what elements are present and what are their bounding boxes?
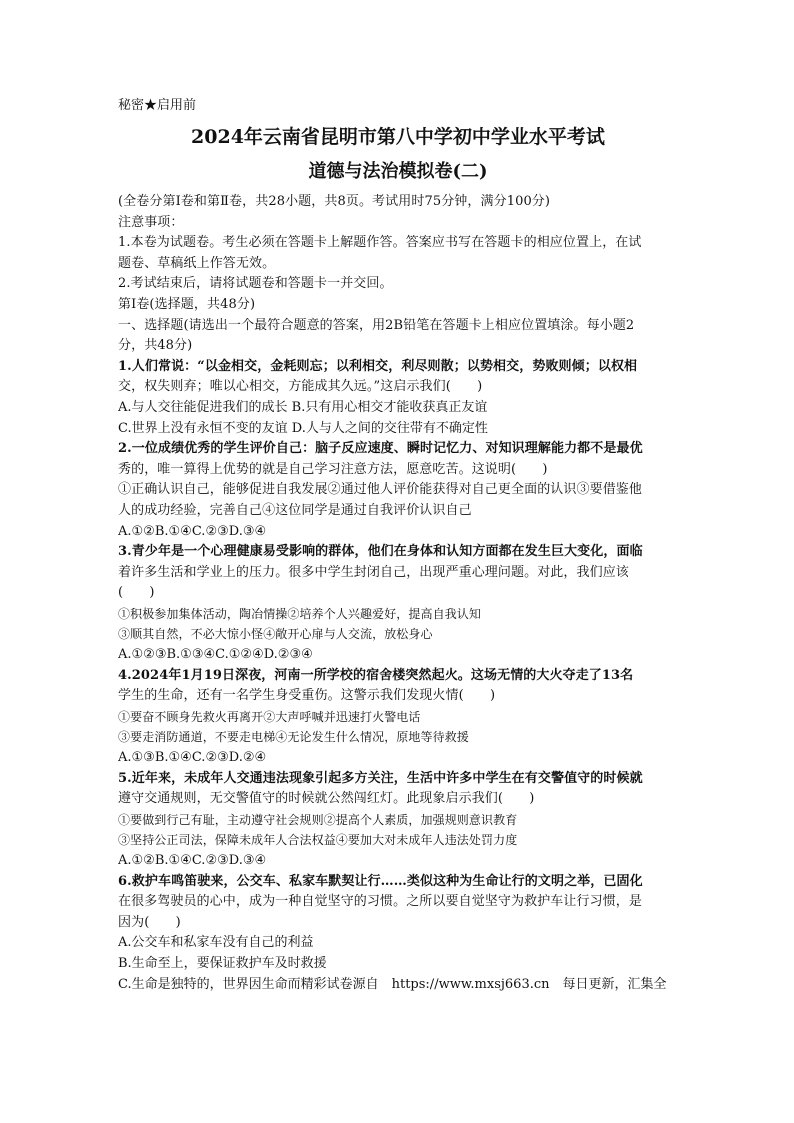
question-6-option-c: C.生命是独特的，世界因生命而精彩试卷源自 https://www.mxsj663.cn 每日更新，汇集全 bbox=[118, 976, 667, 992]
question-5-statements-cont: ③坚持公正司法，保障未成年人合法权益④要加大对未成年人违法处罚力度 bbox=[118, 833, 518, 848]
question-2-statements: ①正确认识自己，能够促进自我发展②通过他人评价能获得对自己更全面的认识③要借鉴他 bbox=[118, 482, 643, 498]
question-3-stem: 3.青少年是一个心理健康易受影响的群体，他们在身体和认知方面都在发生巨大变化，面临 bbox=[118, 544, 643, 560]
question-3-options: A.①②③B.①③④C.①②④D.②③④ bbox=[118, 647, 313, 663]
exam-note: (全卷分第Ⅰ卷和第Ⅱ卷，共28小题，共8页。考试用时75分钟，满分100分) bbox=[118, 194, 551, 209]
section-one-heading-cont: 分，共48分) bbox=[118, 338, 193, 354]
question-1-options-cd: C.世界上没有永恒不变的友谊 D.人与人之间的交往带有不确定性 bbox=[118, 420, 488, 436]
question-6-answer-blank: 因为( ) bbox=[118, 914, 181, 930]
attention-heading: 注意事项： bbox=[118, 214, 184, 230]
question-5-stem-cont: 遵守交通规则，无交警值守的时候就公然闯红灯。此现象启示我们( ) bbox=[118, 791, 535, 807]
question-5-statements: ①要做到行己有耻，主动遵守社会规则②提高个人素质，加强规则意识教育 bbox=[118, 812, 518, 827]
question-5-stem: 5.近年来，未成年人交通违法现象引起多方关注，生活中许多中学生在有交警值守的时候就 bbox=[118, 770, 643, 786]
page-subtitle: 道德与法治模拟卷(二) bbox=[308, 161, 488, 182]
question-3-stem-cont: 着许多生活和学业上的压力。很多中学生封闭自己，出现严重心理问题。对此，我们应该 bbox=[118, 564, 629, 580]
attention-item-1-cont: 题卷、草稿纸上作答无效。 bbox=[118, 255, 276, 271]
section-one-heading: 一、选择题(请选出一个最符合题意的答案，用2B铅笔在答题卡上相应位置填涂。每小题2 bbox=[118, 317, 635, 333]
question-1-stem-cont: 交，权失则弃；唯以心相交，方能成其久远。”这启示我们( ) bbox=[118, 379, 483, 395]
question-4-statements: ①要奋不顾身先救火再离开②大声呼喊并迅速打火警电话 bbox=[118, 709, 421, 724]
question-6-option-a: A.公交车和私家车没有自己的利益 bbox=[118, 935, 314, 951]
question-4-options: A.①③B.①④C.②③D.②④ bbox=[118, 750, 267, 766]
question-3-statements: ①积极参加集体活动，陶冶情操②培养个人兴趣爱好，提高自我认知 bbox=[118, 606, 482, 621]
question-2-options: A.①②B.①④C.②③D.③④ bbox=[118, 523, 267, 539]
question-3-answer-blank: ( ) bbox=[118, 585, 155, 601]
question-2-statements-cont: 人的成功经验，完善自己④这位同学是通过自我评价认识自己 bbox=[118, 502, 472, 518]
page-title: 2024年云南省昆明市第八中学初中学业水平考试 bbox=[191, 126, 605, 148]
question-6-stem-cont: 在很多驾驶员的心中，成为一种自觉坚守的习惯。之所以要自觉坚守为救护车让行习惯，是 bbox=[118, 894, 643, 910]
attention-item-1: 1.本卷为试题卷。考生必须在答题卡上解题作答。答案应书写在答题卡的相应位置上，在试 bbox=[118, 235, 642, 251]
question-4-stem: 4.2024年1月19日深夜，河南一所学校的宿舍楼突然起火。这场无情的大火夺走了13名 bbox=[118, 667, 634, 683]
question-4-stem-cont: 学生的生命，还有一名学生身受重伤。这警示我们发现火情( ) bbox=[118, 688, 496, 704]
exam-page bbox=[118, 96, 678, 995]
question-2-stem-cont: 秀的，唯一算得上优势的就是自己学习注意方法，愿意吃苦。这说明( ) bbox=[118, 461, 548, 477]
question-5-options: A.①②B.①④C.②③D.③④ bbox=[118, 853, 267, 868]
question-3-statements-cont: ③顺其自然，不必大惊小怪④敞开心扉与人交流，放松身心 bbox=[118, 627, 433, 642]
question-6-stem: 6.救护车鸣笛驶来，公交车、私家车默契让行……类似这种为生命让行的文明之举，已固化 bbox=[118, 873, 643, 889]
secret-label: 秘密★启用前 bbox=[118, 98, 197, 113]
attention-item-2: 2.考试结束后，请将试题卷和答题卡一并交回。 bbox=[118, 276, 393, 292]
question-2-stem: 2.一位成绩优秀的学生评价自己：脑子反应速度、瞬时记忆力、对知识理解能力都不是最优 bbox=[118, 441, 643, 457]
question-1-options-ab: A.与人交往能促进我们的成长 B.只有用心相交才能收获真正友谊 bbox=[118, 399, 488, 415]
question-1-stem: 1.人们常说：“以金相交，金耗则忘；以利相交，利尽则散；以势相交，势败则倾；以权相 bbox=[118, 358, 638, 374]
question-4-statements-cont: ③要走消防通道，不要走电梯④无论发生什么情况，原地等待救援 bbox=[118, 730, 469, 745]
part-one-heading: 第Ⅰ卷(选择题，共48分) bbox=[118, 296, 256, 312]
question-6-option-b: B.生命至上，要保证救护车及时救援 bbox=[118, 955, 327, 971]
